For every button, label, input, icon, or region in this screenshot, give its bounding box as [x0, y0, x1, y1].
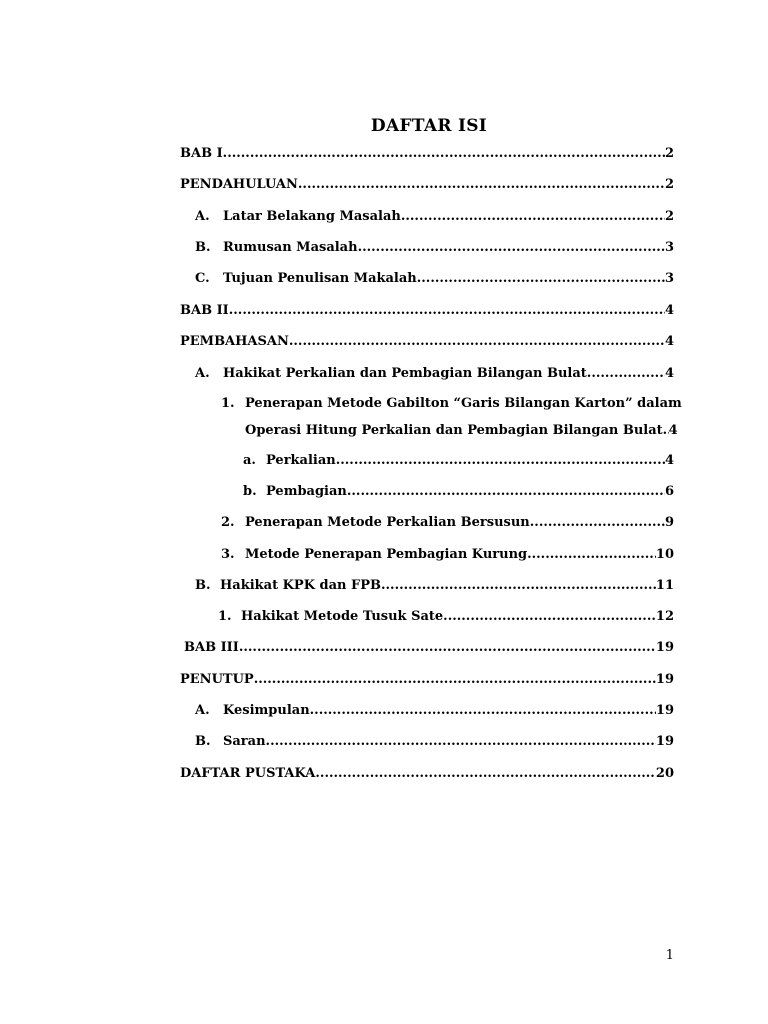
toc-entry-bab-3[interactable]	[184, 639, 674, 657]
toc-entry-number: B.	[195, 240, 211, 255]
toc-entry-bab-2[interactable]	[180, 302, 674, 320]
toc-leader-dots	[254, 671, 656, 689]
toc-entry-pembahasan[interactable]	[180, 333, 674, 351]
toc-entry-kesimpulan[interactable]	[195, 702, 674, 720]
toc-entry-rumusan-masalah[interactable]	[195, 239, 674, 257]
toc-page-number: 4	[664, 366, 674, 381]
toc-page-number: 3	[664, 240, 674, 255]
toc-entry-text: Hakikat Metode Tusuk Sate	[241, 609, 444, 624]
toc-leader-dots	[310, 702, 656, 720]
toc-leader-dots	[298, 176, 665, 194]
toc-page-number: 19	[655, 672, 674, 687]
toc-leader-dots	[239, 639, 656, 657]
toc-entry-text: BAB II	[180, 303, 229, 318]
toc-entry-text: DAFTAR PUSTAKA	[180, 766, 316, 781]
toc-entry-tusuk-sate[interactable]	[218, 608, 674, 626]
toc-entry-text: Penerapan Metode Perkalian Bersusun	[245, 515, 530, 530]
toc-entry-number: B.	[195, 734, 211, 749]
toc-leader-dots	[336, 452, 665, 470]
toc-entry-hakikat-kpk-fpb[interactable]	[195, 577, 674, 595]
toc-entry-text: Rumusan Masalah	[223, 240, 358, 255]
toc-page-number: 4	[664, 453, 674, 468]
toc-entry-latar-belakang[interactable]	[195, 208, 674, 226]
toc-entry-number: A.	[195, 366, 210, 381]
toc-entry-number: b.	[243, 484, 257, 499]
toc-entry-number: A.	[195, 703, 210, 718]
toc-page-number: 20	[655, 766, 674, 781]
toc-entry-text: PENDAHULUAN	[180, 177, 298, 192]
toc-entry-pembagian[interactable]	[243, 483, 674, 501]
toc-leader-dots	[289, 333, 665, 351]
toc-entry-gabilton-line1[interactable]	[221, 395, 682, 413]
toc-entry-number: 1.	[221, 396, 235, 411]
toc-leader-dots	[266, 733, 656, 751]
toc-entry-text-continued: Operasi Hitung Perkalian dan Pembagian Bilangan Bulat	[245, 423, 663, 438]
toc-leader-dots	[347, 483, 665, 501]
toc-page-number: 12	[655, 609, 674, 624]
toc-leader-dots	[358, 239, 665, 257]
toc-page-number: 3	[664, 271, 674, 286]
toc-entry-number: C.	[195, 271, 210, 286]
toc-entry-pendahuluan[interactable]	[180, 176, 674, 194]
toc-leader-dots	[223, 145, 665, 163]
toc-entry-text: Perkalian	[266, 453, 336, 468]
toc-leader-dots	[443, 608, 656, 626]
toc-leader-dots	[381, 577, 656, 595]
toc-page-number: 19	[655, 703, 674, 718]
toc-entry-bab-1[interactable]	[180, 145, 674, 163]
toc-entry-number: 2.	[221, 515, 235, 530]
toc-page-number: 19	[655, 734, 674, 749]
toc-entry-text: PEMBAHASAN	[180, 334, 289, 349]
toc-entry-text: Tujuan Penulisan Makalah	[223, 271, 417, 286]
toc-entry-number: 1.	[218, 609, 232, 624]
toc-leader-dots	[229, 302, 665, 320]
toc-page-number: 2	[664, 177, 674, 192]
toc-entry-text: Hakikat Perkalian dan Pembagian Bilangan Bulat	[223, 366, 587, 381]
toc-entry-number: B.	[195, 578, 211, 593]
toc-page-number: 2	[664, 209, 674, 224]
toc-entry-text: Pembagian	[266, 484, 347, 499]
toc-leader-dots	[401, 208, 665, 226]
toc-entry-saran[interactable]	[195, 733, 674, 751]
toc-entry-tujuan-penulisan[interactable]	[195, 270, 674, 288]
page-number: 1	[665, 948, 674, 963]
toc-entry-text: BAB I	[180, 146, 223, 161]
toc-page-number: 10	[655, 547, 674, 562]
toc-entry-gabilton-line2[interactable]	[245, 422, 678, 440]
toc-page-number: 4	[664, 334, 674, 349]
toc-entry-number: A.	[195, 209, 210, 224]
toc-entry-text: Penerapan Metode Gabilton “Garis Bilangan Karton” dalam	[245, 396, 682, 411]
toc-entry-perkalian[interactable]	[243, 452, 674, 470]
toc-page-number: 4	[668, 423, 678, 438]
toc-page-number: 6	[664, 484, 674, 499]
toc-entry-text: PENUTUP	[180, 672, 254, 687]
toc-entry-text: Saran	[223, 734, 266, 749]
toc-leader-dots	[587, 365, 665, 383]
toc-entry-text: Metode Penerapan Pembagian Kurung	[245, 547, 528, 562]
toc-entry-penutup[interactable]	[180, 671, 674, 689]
document-title: DAFTAR ISI	[370, 116, 488, 136]
toc-entry-text: BAB III	[184, 640, 239, 655]
toc-entry-text: Kesimpulan	[223, 703, 310, 718]
toc-page-number: 11	[655, 578, 674, 593]
toc-entry-perkalian-bersusun[interactable]	[221, 514, 674, 532]
toc-leader-dots	[527, 546, 656, 564]
toc-page-number: 19	[655, 640, 674, 655]
toc-entry-number: a.	[243, 453, 256, 468]
toc-leader-dots	[315, 765, 656, 783]
toc-entry-hakikat-perkalian[interactable]	[195, 365, 674, 383]
toc-page-number: 2	[664, 146, 674, 161]
toc-entry-text: Latar Belakang Masalah	[223, 209, 401, 224]
toc-page-number: 4	[664, 303, 674, 318]
toc-entry-number: 3.	[221, 547, 235, 562]
toc-leader-dots	[530, 514, 665, 532]
toc-leader-dots	[417, 270, 665, 288]
toc-entry-daftar-pustaka[interactable]	[180, 765, 674, 783]
toc-page-number: 9	[664, 515, 674, 530]
toc-entry-pembagian-kurung[interactable]	[221, 546, 674, 564]
toc-entry-text: Hakikat KPK dan FPB	[220, 578, 381, 593]
